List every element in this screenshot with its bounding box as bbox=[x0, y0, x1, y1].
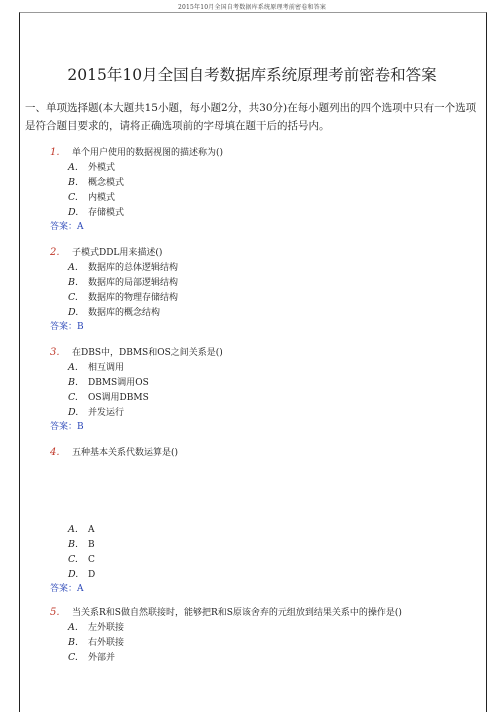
question-text: 子模式DDL用来描述() bbox=[72, 248, 163, 258]
option-letter: D. bbox=[68, 569, 79, 580]
question-stem bbox=[50, 145, 470, 160]
option-text: 右外联接 bbox=[88, 638, 125, 648]
question-number: 1. bbox=[50, 147, 60, 158]
option-letter: A. bbox=[68, 622, 78, 633]
option-text: C bbox=[88, 555, 95, 565]
option-letter: A. bbox=[68, 362, 78, 373]
option-text: DBMS调用OS bbox=[88, 378, 149, 388]
option-text: 概念模式 bbox=[88, 178, 125, 188]
question-stem bbox=[50, 605, 470, 620]
option-text: 存储模式 bbox=[88, 208, 125, 218]
option-a bbox=[50, 260, 470, 275]
option-text: 数据库的概念结构 bbox=[88, 308, 161, 318]
option-text: 数据库的物理存储结构 bbox=[88, 293, 179, 303]
option-c bbox=[50, 650, 470, 665]
option-letter: A. bbox=[68, 262, 78, 273]
option-a bbox=[50, 522, 470, 537]
option-letter: D. bbox=[68, 207, 79, 218]
option-a bbox=[50, 360, 470, 375]
question-4 bbox=[50, 445, 470, 460]
running-header: 2015年10月全国自考数据库系统原理考前密卷和答案 bbox=[177, 4, 327, 11]
question-number: 2. bbox=[50, 247, 60, 258]
option-letter: B. bbox=[68, 377, 79, 388]
answer-key: 答案：A bbox=[50, 584, 84, 594]
option-text: 相互调用 bbox=[88, 363, 125, 373]
question-5 bbox=[50, 605, 470, 665]
option-letter: C. bbox=[68, 554, 78, 565]
option-text: 外部并 bbox=[88, 653, 116, 663]
question-stem bbox=[50, 245, 470, 260]
answer-key: 答案：B bbox=[50, 322, 84, 332]
option-text: 外模式 bbox=[88, 163, 116, 173]
option-c bbox=[50, 390, 470, 405]
option-text: 内模式 bbox=[88, 193, 116, 203]
option-c bbox=[50, 552, 470, 567]
option-letter: B. bbox=[68, 539, 79, 550]
question-number: 3. bbox=[50, 347, 60, 358]
question-4-options bbox=[50, 522, 470, 597]
question-text: 五种基本关系代数运算是() bbox=[72, 448, 179, 458]
option-b bbox=[50, 275, 470, 290]
option-text: 左外联接 bbox=[88, 623, 125, 633]
option-letter: C. bbox=[68, 192, 78, 203]
option-letter: B. bbox=[68, 177, 79, 188]
option-b bbox=[50, 537, 470, 552]
option-d bbox=[50, 205, 470, 220]
option-b bbox=[50, 635, 470, 650]
question-number: 4. bbox=[50, 447, 60, 458]
option-d bbox=[50, 405, 470, 420]
option-text: D bbox=[88, 570, 96, 580]
option-c bbox=[50, 290, 470, 305]
section-intro: 一、单项选择题(本大题共15小题，每小题2分，共30分)在每小题列出的四个选项中只有一个选项是符合题目要求的，请将正确选项前的字母填在题干后的括号内。 bbox=[25, 102, 477, 132]
option-letter: C. bbox=[68, 392, 78, 403]
option-text: B bbox=[88, 540, 95, 550]
option-letter: C. bbox=[68, 292, 78, 303]
option-text: 并发运行 bbox=[88, 408, 125, 418]
question-text: 当关系R和S做自然联接时，能够把R和S原该舍弃的元组放到结果关系中的操作是() bbox=[72, 608, 402, 618]
question-text: 单个用户使用的数据视图的描述称为() bbox=[72, 148, 224, 158]
page-title: 2015年10月全国自考数据库系统原理考前密卷和答案 bbox=[67, 66, 437, 84]
option-text: 数据库的局部逻辑结构 bbox=[88, 278, 179, 288]
question-stem bbox=[50, 345, 470, 360]
question-number: 5. bbox=[50, 607, 60, 618]
question-2 bbox=[50, 245, 470, 335]
option-d bbox=[50, 305, 470, 320]
option-d bbox=[50, 567, 470, 582]
option-letter: B. bbox=[68, 277, 79, 288]
option-text: OS调用DBMS bbox=[88, 393, 149, 403]
option-text: A bbox=[88, 525, 95, 535]
option-b bbox=[50, 175, 470, 190]
option-letter: D. bbox=[68, 307, 79, 318]
question-1 bbox=[50, 145, 470, 235]
option-a bbox=[50, 160, 470, 175]
option-b bbox=[50, 375, 470, 390]
answer-key: 答案：B bbox=[50, 422, 84, 432]
option-letter: D. bbox=[68, 407, 79, 418]
option-letter: C. bbox=[68, 652, 78, 663]
question-text: 在DBS中，DBMS和OS之间关系是() bbox=[72, 348, 223, 358]
option-a bbox=[50, 620, 470, 635]
question-stem bbox=[50, 445, 470, 460]
option-text: 数据库的总体逻辑结构 bbox=[88, 263, 179, 273]
option-letter: A. bbox=[68, 162, 78, 173]
option-letter: A. bbox=[68, 524, 78, 535]
answer-key: 答案：A bbox=[50, 222, 84, 232]
question-3 bbox=[50, 345, 470, 435]
option-letter: B. bbox=[68, 637, 79, 648]
option-c bbox=[50, 190, 470, 205]
